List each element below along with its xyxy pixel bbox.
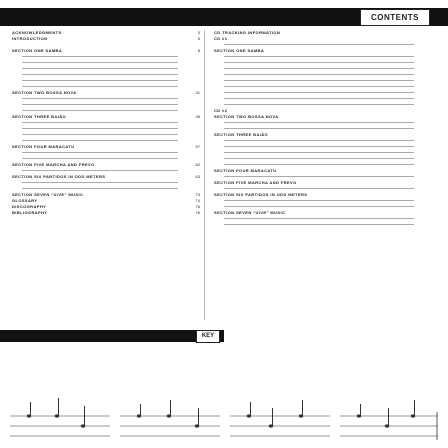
toc-entry-page: 5 (197, 36, 200, 41)
toc-entry-label: SECTION TWO BOSSA NOVA (12, 90, 77, 95)
toc-entry-label: SECTION TWO BOSSA NOVA (214, 114, 279, 119)
toc-subentry-line (224, 206, 414, 207)
notation-key-staves (10, 382, 438, 442)
toc-subentry-line (224, 140, 414, 141)
toc-subentry-line (22, 98, 178, 99)
toc-entry-label: SECTION FOUR MARACATU (12, 144, 75, 149)
toc-entry-page: 73 (195, 192, 200, 197)
toc-subentry-line (22, 80, 178, 81)
toc-subentry-line (224, 218, 414, 219)
key-tab: KEY (196, 330, 220, 343)
toc-subentry-line (224, 104, 414, 105)
toc-subentry-line (22, 104, 178, 105)
staff-group-4 (340, 400, 438, 440)
key-header-bar (0, 330, 224, 342)
toc-subentry-line (22, 182, 178, 183)
toc-subentry-line (224, 164, 414, 165)
toc-entry-page: 62 (195, 162, 200, 167)
toc-subentry-line (22, 158, 178, 159)
toc-entry-label: SECTION SEVEN “UIVE” MUSIC (214, 210, 286, 215)
toc-subentry-line (22, 128, 178, 129)
toc-subentry-line (22, 134, 178, 135)
toc-subentry-line (224, 80, 414, 81)
toc-entry-label: SECTION FOUR MARACATU (214, 168, 277, 173)
toc-entry-page: 57 (195, 144, 200, 149)
toc-subentry-line (224, 146, 414, 147)
toc-subentry-line (22, 188, 178, 189)
toc-subentry-line (22, 170, 178, 171)
toc-entry-page: 3 (197, 30, 200, 35)
toc-subentry-line (22, 152, 178, 153)
toc-subentry-line (224, 92, 414, 93)
toc-subentry-line (22, 74, 178, 75)
toc-entry-label: GLOSSARY (12, 198, 38, 203)
toc-entry-label: SECTION THREE BAIÃO (12, 114, 67, 119)
toc-subentry-line (224, 86, 414, 87)
toc-right-column (214, 30, 436, 228)
toc-subentry-line (224, 188, 414, 189)
toc-entry-page: 74 (195, 198, 200, 203)
toc-subentry-line (22, 140, 178, 141)
toc-entry-label: DISCOGRAPHY (12, 204, 47, 209)
toc-entry-label: SECTION THREE BAIÃO (214, 132, 269, 137)
toc-subentry-line (224, 128, 414, 129)
toc-entry-page: 76 (195, 204, 200, 209)
staff-group-2 (120, 400, 220, 436)
toc-subentry-line (22, 56, 178, 57)
toc-entry-label: SECTION ONE SAMBA (12, 48, 63, 53)
toc-subentry-line (22, 62, 178, 63)
toc-entry-label: INTRODUCTION (12, 36, 48, 41)
staff-group-3 (230, 400, 330, 436)
toc-entry-label: CD #1 (214, 36, 228, 41)
toc-subentry-line (224, 98, 414, 99)
toc-entry-label: SECTION SEVEN “UIVE” MUSIC (12, 192, 84, 197)
toc-entry-label: SECTION SIX PARTIDOS IN ODD METERS (12, 174, 106, 179)
toc-subentry-line (224, 158, 414, 159)
column-divider (204, 30, 205, 320)
toc-entry-page: 45 (195, 114, 200, 119)
toc-subentry-line (224, 200, 414, 201)
toc-subentry-line (224, 68, 414, 69)
toc-entry-label: SECTION FIVE MARCHA AND FREVO (12, 162, 95, 167)
contents-tab: CONTENTS (360, 9, 430, 26)
toc-subentry-line (22, 122, 178, 123)
toc-subentry-line (224, 56, 414, 57)
toc-entry-label: SECTION SIX PARTIDOS IN ODD METERS (214, 192, 308, 197)
toc-subentry-line (224, 152, 414, 153)
toc-subentry-line (224, 44, 414, 45)
toc-subentry-line (224, 224, 414, 225)
toc-subentry-line (224, 176, 414, 177)
toc-entry-page: 31 (195, 90, 200, 95)
toc-entry-label: SECTION FIVE MARCHA AND FREVO (214, 180, 297, 185)
toc-entry-label: CD TRACKING INFORMATION (214, 30, 281, 35)
toc-entry-label: CD #2 (214, 108, 228, 113)
toc-left-column (12, 30, 200, 216)
toc-entry-label: BIBLIOGRAPHY (12, 210, 48, 215)
toc-subentry-line (224, 74, 414, 75)
staff-group-1 (10, 398, 110, 436)
toc-subentry (214, 222, 436, 228)
toc-subentry-line (22, 86, 178, 87)
toc-subentry-line (22, 68, 178, 69)
toc-entry-label: SECTION ONE SAMBA (214, 48, 265, 53)
toc-subentry-line (224, 122, 414, 123)
toc-entry-page: 8 (197, 48, 200, 53)
toc-entry (12, 210, 200, 216)
toc-subentry-line (224, 62, 414, 63)
toc-entry-page: 63 (195, 174, 200, 179)
toc-subentry-line (22, 110, 178, 111)
toc-entry-page: 76 (195, 210, 200, 215)
toc-entry-label: ACKNOWLEDGMENTS (12, 30, 62, 35)
